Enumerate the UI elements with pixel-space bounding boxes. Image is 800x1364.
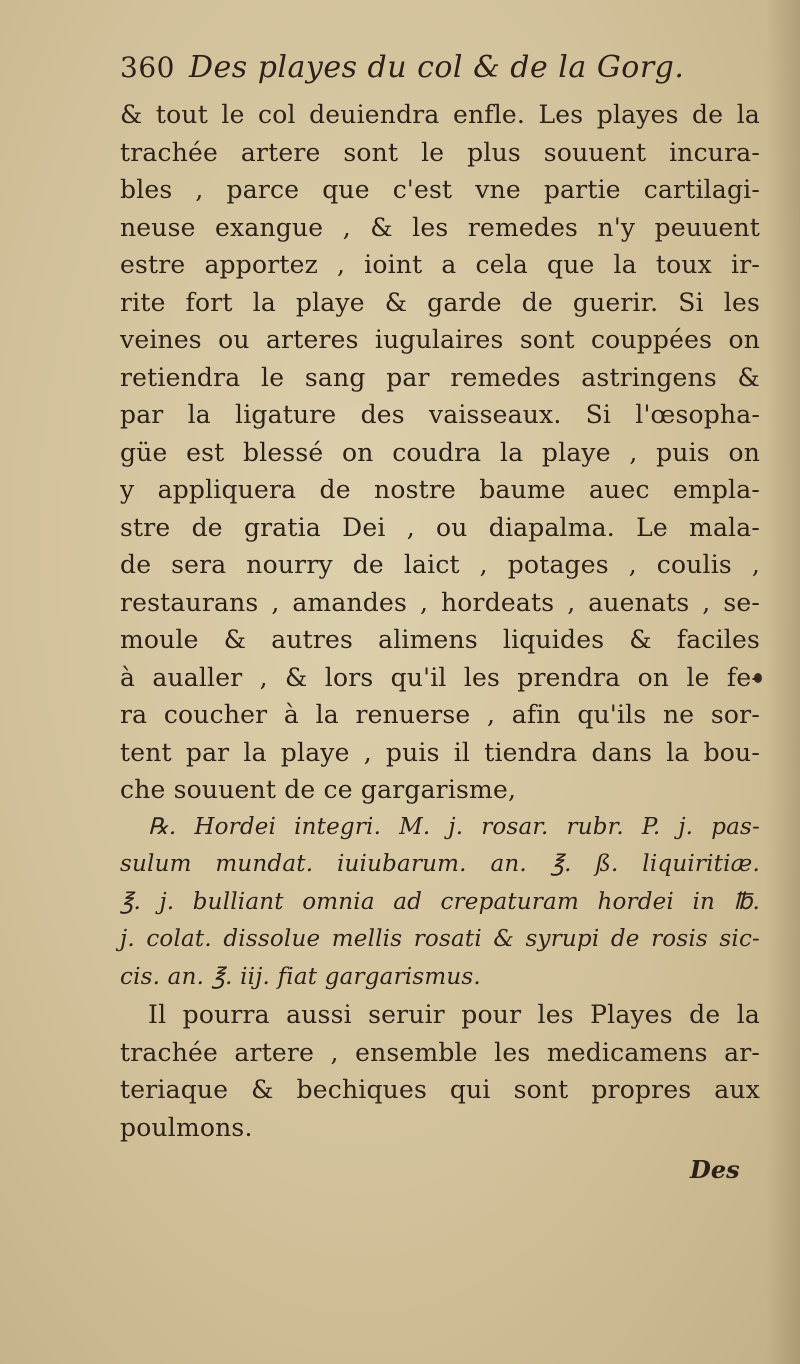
text-line: stre de gratia Dei , ou diapalma. Le mala- [120, 512, 760, 542]
text-line: estre apportez , ioint a cela que la toux ir- [120, 250, 760, 279]
text-line: che souuent de ce gargarisme, [120, 775, 517, 804]
text-line: par la ligature des vaisseaux. Si l'œsopha- [120, 400, 760, 429]
text-line: de sera nourry de laict , potages , coulis , [120, 550, 760, 579]
text-line: tent par la playe , puis il tiendra dans la bou- [120, 737, 760, 767]
text-line: teriaque & bechiques qui sont propres aux [120, 1075, 760, 1104]
text-line: neuse exangue , & les remedes n'y peuuent [120, 212, 760, 242]
recipe-line: ℥. j. bulliant omnia ad crepaturam hordei in ℔. [120, 888, 760, 915]
text-block [120, 40, 760, 1146]
catchword: Des [690, 1155, 740, 1184]
text-line: rite fort la playe & garde de guerir. Si les [120, 287, 760, 317]
text-line: à aualler , & lors qu'il les prendra on le fe- [120, 662, 760, 692]
text-line: y appliquera de nostre baume auec empla- [120, 475, 760, 504]
text-line: retiendra le sang par remedes astringens & [120, 362, 760, 392]
recipe-line: j. colat. dissolue mellis rosati & syrupi de rosis sic- [120, 926, 760, 952]
recipe-line: cis. an. ℥. iij. fiat gargarismus. [120, 963, 481, 990]
recipe-line: sulum mundat. iuiubarum. an. ℥. ß. liquiritiæ. [120, 851, 760, 877]
text-line: restaurans , amandes , hordeats , auenats , se- [120, 587, 760, 617]
text-line: güe est blessé on coudra la playe , puis on [120, 437, 760, 467]
text-line: ra coucher à la renuerse , afin qu'ils ne sor- [120, 700, 760, 729]
text-line: veines ou arteres iugulaires sont couppées on [120, 325, 760, 354]
text-line: trachée artere sont le plus souuent incura- [120, 137, 760, 167]
text-line: bles , parce que c'est vne partie cartilagi- [120, 175, 760, 204]
recipe-line: ℞. Hordei integri. M. j. rosar. rubr. P. j. pas- [148, 813, 760, 840]
running-title: Des playes du col & de la Gorg. [188, 50, 685, 85]
text-line: & tout le col deuiendra enfle. Les playes de la [120, 100, 760, 129]
page-header [120, 40, 760, 96]
paragraph-2 [120, 996, 760, 1146]
recipe-block [120, 809, 760, 997]
text-line: Il pourra aussi seruir pour les Playes de la [148, 1000, 760, 1029]
page-edge-shadow [766, 0, 800, 1364]
page-number: 360 [120, 51, 175, 84]
text-line: trachée artere , ensemble les medicamens ar- [120, 1037, 760, 1067]
text-line: moule & autres alimens liquides & faciles [120, 625, 760, 654]
paragraph-1 [120, 96, 760, 809]
text-line: poulmons. [120, 1112, 253, 1142]
